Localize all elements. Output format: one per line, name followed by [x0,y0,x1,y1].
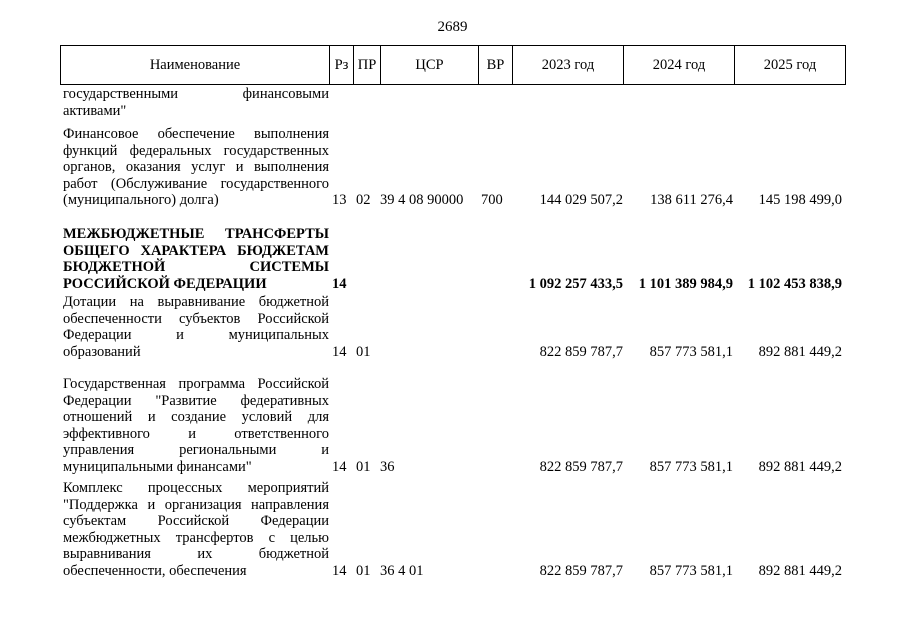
row-name-line: обеспеченности субъектов Российской [63,310,329,327]
cell-rz: 13 [332,192,347,209]
cell-y2023: 822 859 787,7 [539,343,623,360]
row-name-line: межбюджетных трансфертов с целью [63,529,329,546]
cell-y2023: 144 029 507,2 [539,192,623,209]
table-header [60,45,846,85]
header-2025: 2025 год [763,57,817,73]
row-name [63,86,329,119]
row-name-line: РОССИЙСКОЙ ФЕДЕРАЦИИ [63,275,267,292]
row-name [63,480,329,580]
page-number: 2689 [437,19,468,35]
header-csr: ЦСР [381,46,479,84]
cell-y2024: 1 101 389 984,9 [638,275,733,292]
cell-y2023: 1 092 257 433,5 [528,275,623,292]
cell-csr: 36 4 01 [380,563,424,579]
header-2023: 2023 год [513,46,624,84]
cell-rz: 14 [332,343,347,360]
cell-y2024: 857 773 581,1 [649,459,733,475]
row-name-line: "Поддержка и организация направления [63,496,329,513]
cell-y2023: 822 859 787,7 [539,563,623,579]
cell-y2025: 145 198 499,0 [758,192,842,209]
row-name [63,376,329,476]
row-name-line: государственными финансовыми [63,86,329,102]
cell-y2024: 857 773 581,1 [649,343,733,360]
header-2024: 2024 год [624,46,735,84]
header-name: Наименование [61,46,330,84]
row-name-line: отношений и создание условий для [63,409,329,426]
header-pr: ПР [354,46,381,84]
row-name-line: органов, оказания услуг и выполнения [63,159,329,176]
row-name-line: образований [63,343,141,360]
row-name-line: работ (Обслуживание государственного [63,175,329,192]
row-name-line: (муниципального) долга) [63,192,219,209]
cell-y2025: 892 881 449,2 [758,459,842,475]
row-name-line: Комплекс процессных мероприятий [63,480,329,496]
cell-y2023: 822 859 787,7 [539,459,623,475]
cell-vr: 700 [481,192,503,209]
row-name-line: Федерации и муниципальных [63,327,329,344]
cell-pr: 01 [356,563,371,579]
row-name-line: эффективного и ответственного [63,425,329,442]
cell-csr: 36 [380,459,395,475]
row-name-line: выравнивания их бюджетной [63,546,329,563]
cell-rz: 14 [332,563,347,579]
row-name-line: обеспеченности, обеспечения [63,562,247,579]
row-name-line: ОБЩЕГО ХАРАКТЕРА БЮДЖЕТАМ [63,242,329,259]
cell-rz: 14 [332,459,347,475]
cell-rz: 14 [332,275,347,292]
row-name [63,294,329,360]
row-name-line: Государственная программа Российской [63,376,329,392]
row-name-line: БЮДЖЕТНОЙ СИСТЕМЫ [63,259,329,276]
cell-y2025: 892 881 449,2 [758,343,842,360]
cell-pr: 02 [356,192,371,209]
cell-y2024: 138 611 276,4 [650,192,733,209]
row-name-line: Дотации на выравнивание бюджетной [63,294,329,310]
row-name-line: субъектам Российской Федерации [63,513,329,530]
header-vr: ВР [479,46,513,84]
header-rz: Рз [330,46,354,84]
cell-pr: 01 [356,343,371,360]
cell-y2024: 857 773 581,1 [649,563,733,579]
cell-y2025: 1 102 453 838,9 [747,275,842,292]
row-name-line: МЕЖБЮДЖЕТНЫЕ ТРАНСФЕРТЫ [63,226,329,242]
row-name-line: функций федеральных государственных [63,142,329,159]
cell-csr: 39 4 08 90000 [380,192,464,209]
cell-pr: 01 [356,459,371,475]
row-name-line: Финансовое обеспечение выполнения [63,126,329,142]
row-name-line: Федерации "Развитие федеративных [63,392,329,409]
row-name-line: активами" [63,102,127,119]
cell-y2025: 892 881 449,2 [758,563,842,579]
row-name [63,126,329,209]
row-name-line: муниципальными финансами" [63,458,252,475]
row-name-line: управления региональными и [63,442,329,459]
row-name [63,226,329,292]
